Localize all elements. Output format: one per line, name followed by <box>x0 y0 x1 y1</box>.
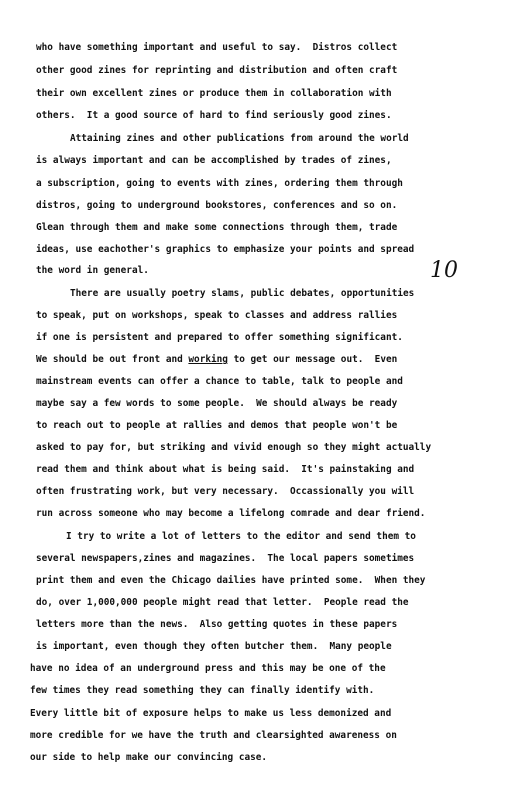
text-line: asked to pay for, but striking and vivid enough so they might actually <box>36 442 432 453</box>
text-line: read them and think about what is being said. It's painstaking and <box>36 464 415 475</box>
text-line: several newspapers,zines and magazines. The local papers sometimes <box>36 553 415 564</box>
text-line: run across someone who may become a lifelong comrade and dear friend. <box>36 508 426 519</box>
text-line: ideas, use eachother's graphics to emphasize your points and spread <box>36 244 415 255</box>
text-line: There are usually poetry slams, public debates, opportunities <box>70 288 415 299</box>
text-line: I try to write a lot of letters to the editor and send them to <box>66 531 416 542</box>
text-line: is important, even though they often butcher them. Many people <box>36 641 392 652</box>
text-line: more credible for we have the truth and clearsighted awareness on <box>30 730 397 741</box>
text-line: have no idea of an underground press and this may be one of the <box>30 663 386 674</box>
text-line: the word in general. <box>36 265 149 276</box>
text-line: Glean through them and make some connections through them, trade <box>36 222 398 233</box>
text-line: often frustrating work, but very necessary. Occassionally you will <box>36 486 415 497</box>
text-line: a subscription, going to events with zines, ordering them through <box>36 178 403 189</box>
text-line: mainstream events can offer a chance to table, talk to people and <box>36 376 403 387</box>
text-line: to reach out to people at rallies and demos that people won't be <box>36 420 398 431</box>
text-line: their own excellent zines or produce them in collaboration with <box>36 88 392 99</box>
text-line: maybe say a few words to some people. We should always be ready <box>36 398 398 409</box>
page-number: 10 <box>430 258 458 283</box>
text-line: others. It a good source of hard to find seriously good zines. <box>36 110 392 121</box>
text-line: Every little bit of exposure helps to make us less demonized and <box>30 708 392 719</box>
text-line: few times they read something they can finally identify with. <box>30 685 375 696</box>
text-line: Attaining zines and other publications from around the world <box>70 133 409 144</box>
text-line: to speak, put on workshops, speak to classes and address rallies <box>36 310 398 321</box>
text-line: if one is persistent and prepared to offer something significant. <box>36 332 403 343</box>
text-line: our side to help make our convincing case. <box>30 752 268 763</box>
text-line: letters more than the news. Also getting quotes in these papers <box>36 619 398 630</box>
text-line: is always important and can be accomplished by trades of zines, <box>36 155 392 166</box>
underlined-word: working <box>188 354 228 365</box>
text-line: other good zines for reprinting and distribution and often craft <box>36 65 398 76</box>
text-line: print them and even the Chicago dailies have printed some. When they <box>36 575 426 586</box>
text-line: We should be out front and working to get our message out. Even <box>36 354 398 365</box>
text-line: who have something important and useful to say. Distros collect <box>36 42 398 53</box>
text-line: distros, going to underground bookstores, conferences and so on. <box>36 200 398 211</box>
text-line: do, over 1,000,000 people might read that letter. People read the <box>36 597 409 608</box>
